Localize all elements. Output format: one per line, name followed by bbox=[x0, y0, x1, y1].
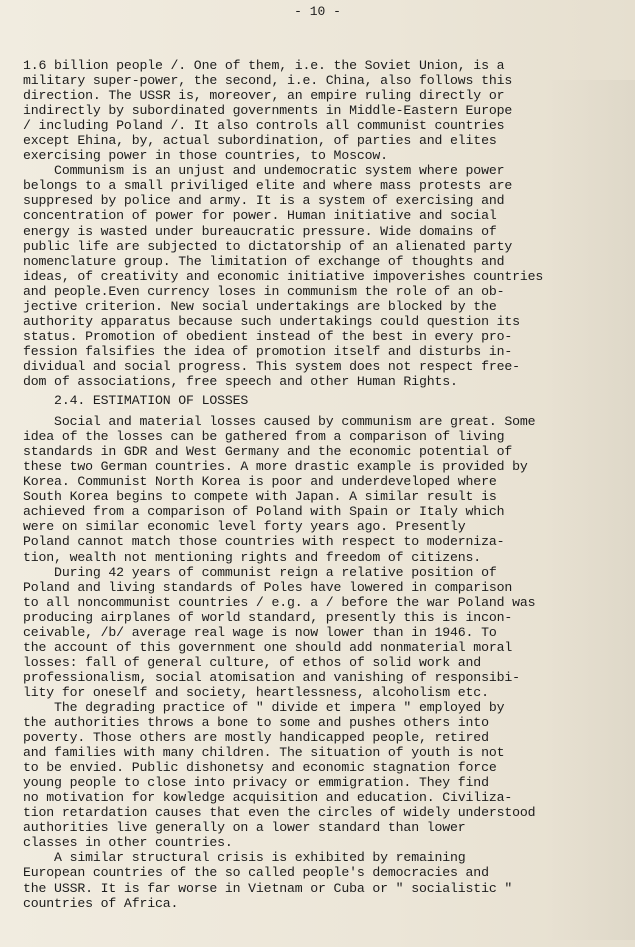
text-line: direction. The USSR is, moreover, an empire ruling directly or bbox=[23, 88, 505, 104]
text-line: except Ehina, by, actual subordination, of parties and elites bbox=[23, 133, 497, 149]
paragraph-soviet-empire bbox=[23, 58, 613, 163]
text-line: South Korea begins to compete with Japan. A similar result is bbox=[23, 489, 497, 505]
text-line: During 42 years of communist reign a relative position of bbox=[23, 564, 497, 580]
text-line: countries of Africa. bbox=[23, 895, 179, 911]
text-line: indirectly by subordinated governments in Middle-Eastern Europe bbox=[23, 103, 513, 119]
text-line: authority apparatus because such undertakings could question its bbox=[23, 313, 520, 329]
text-line: professionalism, social atomisation and vanishing of responsibi- bbox=[23, 669, 520, 685]
text-line: ideas, of creativity and economic initiative impoverishes countries bbox=[23, 268, 544, 284]
text-line: European countries of the so called people's democracies and bbox=[23, 865, 489, 881]
text-line: and people.Even currency loses in communism the role of an ob- bbox=[23, 283, 505, 299]
text-line: young people to close into privacy or emmigration. They find bbox=[23, 775, 489, 791]
text-line: Communism is an unjust and undemocratic system where power bbox=[23, 163, 505, 179]
page-number: - 10 - bbox=[294, 4, 341, 19]
text-line: The degrading practice of " divide et impera " employed by bbox=[23, 699, 505, 715]
text-line: Poland and living standards of Poles have lowered in comparison bbox=[23, 579, 513, 595]
paragraph-divide-et-impera bbox=[23, 700, 613, 850]
text-line: suppresed by police and army. It is a system of exercising and bbox=[23, 193, 505, 209]
text-line: nomenclature group. The limitation of exchange of thoughts and bbox=[23, 253, 505, 269]
text-line: exercising power in those countries, to Moscow. bbox=[23, 148, 388, 164]
text-line: fession falsifies the idea of promotion itself and disturbs in- bbox=[23, 343, 513, 359]
text-line: tion, wealth not mentioning rights and freedom of citizens. bbox=[23, 549, 482, 565]
text-line: poverty. Those others are mostly handicapped people, retired bbox=[23, 730, 489, 746]
paragraph-communist-reign bbox=[23, 565, 613, 700]
text-line: the account of this government one should add nonmaterial moral bbox=[23, 639, 513, 655]
text-line: tion retardation causes that even the circles of widely understood bbox=[23, 805, 536, 821]
text-line: were on similar economic level forty years ago. Presently bbox=[23, 519, 466, 535]
section-heading: 2.4. ESTIMATION OF LOSSES bbox=[23, 393, 249, 409]
text-line: concentration of power for power. Human initiative and social bbox=[23, 208, 497, 224]
text-line: public life are subjected to dictatorship of an alienated party bbox=[23, 238, 513, 254]
text-line: / including Poland /. It also controls all communist countries bbox=[23, 118, 505, 134]
text-line: producing airplanes of world standard, presently this is incon- bbox=[23, 609, 513, 625]
text-line: classes in other countries. bbox=[23, 835, 233, 851]
paragraph-communism-system bbox=[23, 163, 613, 389]
text-line: the USSR. It is far worse in Vietnam or Cuba or " socialistic " bbox=[23, 880, 513, 896]
text-line: Social and material losses caused by communism are great. Some bbox=[23, 414, 536, 430]
text-line: no motivation for kowledge acquisition and education. Civiliza- bbox=[23, 790, 513, 806]
text-line: authorities live generally on a lower standard than lower bbox=[23, 820, 466, 836]
text-line: achieved from a comparison of Poland with Spain or Italy which bbox=[23, 504, 505, 520]
text-line: military super-power, the second, i.e. China, also follows this bbox=[23, 73, 513, 89]
text-line: and families with many children. The situation of youth is not bbox=[23, 745, 505, 761]
text-line: to be envied. Public dishonetsy and economic stagnation force bbox=[23, 760, 497, 776]
text-line: 1.6 billion people /. One of them, i.e. the Soviet Union, is a bbox=[23, 58, 505, 73]
text-line: dividual and social progress. This system does not respect free- bbox=[23, 358, 520, 374]
text-line: to all noncommunist countries / e.g. a / before the war Poland was bbox=[23, 594, 536, 610]
text-line: standards in GDR and West Germany and the economic potential of bbox=[23, 444, 513, 460]
text-line: these two German countries. A more drastic example is provided by bbox=[23, 459, 528, 475]
text-line: lity for oneself and society, heartlessness, alcoholism etc. bbox=[23, 684, 489, 700]
text-line: belongs to a small priviliged elite and where mass protests are bbox=[23, 178, 513, 194]
text-line: the authorities throws a bone to some and pushes others into bbox=[23, 715, 489, 731]
text-line: status. Promotion of obedient instead of the best in every pro- bbox=[23, 328, 513, 344]
paragraph-structural-crisis bbox=[23, 850, 613, 910]
text-line: dom of associations, free speech and other Human Rights. bbox=[23, 373, 458, 389]
document-body bbox=[23, 58, 613, 911]
text-line: jective criterion. New social undertakings are blocked by the bbox=[23, 298, 497, 314]
text-line: losses: fall of general culture, of ethos of solid work and bbox=[23, 654, 482, 670]
text-line: A similar structural crisis is exhibited by remaining bbox=[23, 850, 466, 866]
paragraph-losses-comparison bbox=[23, 414, 613, 564]
text-line: ceivable, /b/ average real wage is now lower than in 1946. To bbox=[23, 624, 497, 640]
text-line: Korea. Communist North Korea is poor and underdeveloped where bbox=[23, 474, 497, 490]
text-line: Poland cannot match those countries with respect to moderniza- bbox=[23, 534, 505, 550]
text-line: idea of the losses can be gathered from a comparison of living bbox=[23, 429, 505, 445]
text-line: energy is wasted under bureaucratic pressure. Wide domains of bbox=[23, 223, 497, 239]
